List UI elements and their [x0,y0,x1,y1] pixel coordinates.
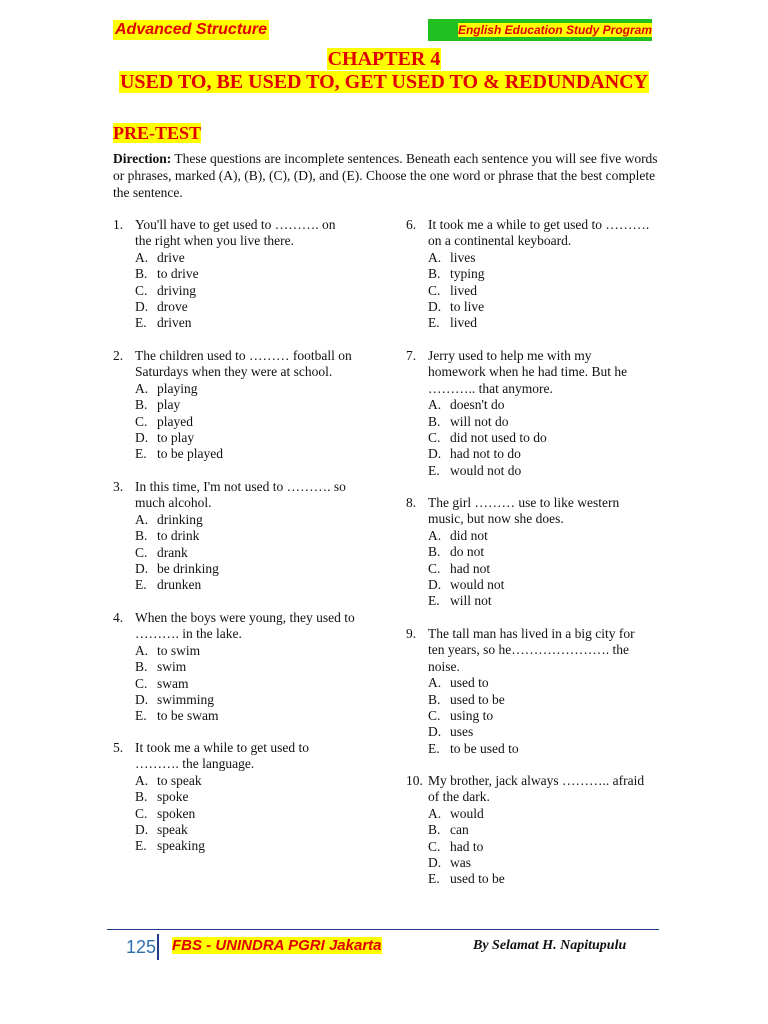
answer-options [428,806,505,888]
option-text: to speak [157,772,202,788]
option-text: driven [157,315,192,331]
option-text: to live [450,299,485,315]
option-letter: A. [428,527,442,543]
option-text: lived [450,282,477,298]
option-text: would not do [450,462,522,478]
option-text: had not to do [450,446,521,462]
option-text: to play [157,430,195,446]
option-letter: E. [428,462,440,478]
question-stem [135,348,352,381]
option-letter: C. [428,560,441,576]
option-letter: B. [428,266,441,282]
option-text: playing [157,380,198,396]
answer-option [135,528,219,544]
direction-paragraph [113,150,658,201]
answer-option [428,675,519,691]
answer-option [428,692,519,708]
option-text: drinking [157,511,203,527]
question-stem-line: noise. [428,658,460,674]
option-text: used to be [450,691,505,707]
footer-divider [157,934,159,960]
answer-option [135,692,219,708]
answer-options [135,643,219,725]
answer-option [428,266,485,282]
answer-option [428,315,485,331]
option-letter: B. [428,544,441,560]
footer-rule [107,929,659,930]
question-number: 2. [113,348,124,363]
option-text: did not used to do [450,430,547,445]
answer-option [135,299,199,315]
option-letter: B. [135,266,148,282]
question-stem-line: ……….. that anymore. [428,380,553,396]
question-stem [428,217,649,250]
option-letter: B. [428,413,441,429]
option-letter: E. [428,593,440,609]
answer-option [135,397,223,413]
answer-option [135,545,219,561]
option-letter: E. [135,708,147,724]
chapter-subtitle-text: USED TO, BE USED TO, GET USED TO & REDUNDANCY [119,71,649,93]
option-letter: A. [428,675,442,691]
option-letter: E. [135,446,147,462]
question-stem-line: Jerry used to help me with my [428,348,592,363]
answer-option [428,839,505,855]
answer-option [135,789,205,805]
question-stem-line: My brother, jack always ……….. afraid [428,773,645,788]
answer-option [135,838,205,854]
answer-option [428,708,519,724]
direction-label: Direction: [113,151,172,166]
option-text: used to be [450,871,505,887]
answer-option [428,593,504,609]
answer-options [428,397,547,479]
question-stem-line: ………. in the lake. [135,626,242,642]
question-stem [428,626,635,675]
answer-options [135,773,205,855]
option-text: can [450,822,469,838]
footer-author: By Selamat H. Napitupulu [473,938,627,953]
question-stem-line: It took me a while to get used to ………. [428,217,650,232]
option-text: was [450,855,471,871]
option-text: speaking [157,838,205,854]
footer-institution [172,936,382,956]
option-text: would [450,805,484,821]
option-text: spoken [157,805,196,821]
question-stem-line: The girl ……… use to like western [428,495,620,510]
answer-option [135,676,219,692]
answer-option [135,430,223,446]
header-right-title [428,19,652,41]
option-text: used to [450,675,489,691]
answer-option [428,855,505,871]
option-text: speak [157,822,188,838]
question-stem [428,773,644,806]
option-text: spoke [157,789,189,805]
option-letter: D. [135,430,149,446]
option-text: did not [450,527,488,543]
answer-option [428,414,547,430]
question-stem [135,217,336,250]
option-letter: B. [135,659,148,675]
question-stem-line: much alcohol. [135,495,212,511]
option-letter: C. [135,544,148,560]
option-letter: E. [135,577,147,593]
question-stem-line: You'll have to get used to ………. on [135,217,336,232]
answer-option [428,724,519,740]
option-text: had to [450,838,484,854]
option-letter: E. [428,871,440,887]
question-stem-line: It took me a while to get used to [135,740,309,755]
option-letter: E. [135,838,147,854]
option-text: would not [450,577,505,593]
question-stem-line: of the dark. [428,789,490,805]
option-letter: C. [135,413,148,429]
option-letter: C. [135,675,148,691]
option-letter: E. [428,740,440,756]
answer-option [428,806,505,822]
answer-option [135,283,199,299]
answer-option [428,397,547,413]
option-letter: A. [428,397,442,413]
question-number: 6. [406,217,417,232]
question-stem-line: on a continental keyboard. [428,233,572,249]
option-letter: E. [135,315,147,331]
question-stem [428,348,627,397]
answer-option [135,266,199,282]
option-text: to swim [157,642,201,658]
option-text: drunken [157,577,202,593]
option-text: driving [157,282,196,298]
option-text: swimming [157,692,215,708]
option-text: typing [450,266,485,282]
question-stem-line: the right when you live there. [135,233,294,249]
option-letter: C. [135,805,148,821]
option-letter: D. [428,855,442,871]
answer-option [428,577,504,593]
section-heading [113,122,201,144]
option-text: swim [157,659,187,675]
option-text: be drinking [157,561,219,577]
option-text: swam [157,675,189,691]
option-text: drank [157,544,188,560]
answer-option [428,430,547,446]
answer-option [428,871,505,887]
option-letter: A. [135,642,149,658]
option-letter: A. [135,249,149,265]
answer-options [135,512,219,594]
question-stem-line: The tall man has lived in a big city for [428,626,635,641]
question-stem-line: ten years, so he…………………. the [428,642,629,658]
answer-option [428,446,547,462]
page-number: 125 [126,937,157,957]
section-heading-text: PRE-TEST [113,123,202,143]
footer-institution-text: FBS - UNINDRA PGRI Jakarta [172,937,382,954]
question-number: 9. [406,626,417,641]
option-letter: B. [428,691,441,707]
answer-option [428,822,505,838]
answer-option [428,561,504,577]
option-letter: A. [135,511,149,527]
option-text: had not [450,560,491,576]
option-text: played [157,413,193,429]
answer-option [135,659,219,675]
option-text: to drink [157,528,200,544]
answer-option [135,708,219,724]
answer-option [135,561,219,577]
option-text: to drive [157,266,199,282]
answer-option [135,446,223,462]
question-stem [135,740,309,773]
answer-option [135,643,219,659]
question-number: 3. [113,479,124,494]
option-letter: B. [135,528,148,544]
option-letter: A. [428,805,442,821]
chapter-title [0,47,768,71]
question-stem [428,495,619,528]
option-letter: D. [428,724,442,740]
option-letter: D. [135,822,149,838]
option-letter: C. [428,708,441,723]
option-text: to be swam [157,708,219,724]
option-letter: A. [135,380,149,396]
answer-option [135,773,205,789]
option-letter: D. [428,577,442,593]
option-text: will not [450,593,492,609]
option-text: do not [450,544,485,560]
answer-option [428,283,485,299]
answer-option [135,381,223,397]
answer-option [428,544,504,560]
option-letter: C. [135,282,148,298]
answer-option [428,528,504,544]
option-letter: A. [135,772,149,788]
option-text: play [157,397,181,413]
answer-options [135,250,199,332]
option-text: drove [157,299,188,315]
question-stem [135,479,346,512]
option-letter: B. [135,789,148,805]
answer-option [135,414,223,430]
header-left-title: Advanced Structure [115,21,268,38]
answer-option [428,463,547,479]
option-letter: B. [135,397,148,413]
question-stem-line: homework when he had time. But he [428,364,628,380]
answer-options [428,528,504,610]
option-text: uses [450,724,474,740]
option-text: lived [450,315,477,331]
option-letter: E. [428,315,440,331]
answer-options [428,250,485,332]
question-number: 8. [406,495,417,510]
question-stem-line: In this time, I'm not used to ………. so [135,479,346,494]
question-stem [135,610,355,643]
option-letter: C. [428,430,441,445]
answer-option [135,577,219,593]
answer-options [428,675,519,757]
question-stem-line: The children used to ……… football on [135,348,352,363]
option-letter: B. [428,822,441,838]
chapter-subtitle [0,70,768,94]
option-text: lives [450,249,476,265]
question-number: 10. [406,773,423,788]
question-stem-line: When the boys were young, they used to [135,610,355,625]
option-letter: D. [135,299,149,315]
question-stem-line: ………. the language. [135,756,255,772]
option-text: using to [450,708,494,723]
question-stem-line: music, but now she does. [428,511,564,527]
option-text: will not do [450,413,509,429]
option-text: drive [157,249,185,265]
header-right-text: English Education Study Program [457,23,652,37]
answer-option [135,512,219,528]
answer-option [428,250,485,266]
answer-option [428,741,519,757]
option-text: to be played [157,446,223,462]
direction-text: These questions are incomplete sentences. Beneath each sentence you will see five words or phrases, marked (A), (B), (C), (D), and (E). Choose the one word or phrase that the best complete the sentence. [113,151,658,200]
option-letter: D. [428,299,442,315]
question-number: 7. [406,348,417,363]
option-letter: C. [428,838,441,854]
option-letter: D. [135,561,149,577]
option-letter: D. [135,692,149,708]
option-letter: D. [428,446,442,462]
answer-option [135,315,199,331]
answer-option [428,299,485,315]
answer-options [135,381,223,463]
question-number: 5. [113,740,124,755]
question-number: 1. [113,217,124,232]
option-letter: C. [428,282,441,298]
option-text: doesn't do [450,397,505,413]
answer-option [135,822,205,838]
option-letter: A. [428,249,442,265]
answer-option [135,250,199,266]
question-stem-line: Saturdays when they were at school. [135,364,333,380]
answer-option [135,806,205,822]
question-number: 4. [113,610,124,625]
option-text: to be used to [450,740,519,756]
chapter-title-text: CHAPTER 4 [327,48,441,70]
